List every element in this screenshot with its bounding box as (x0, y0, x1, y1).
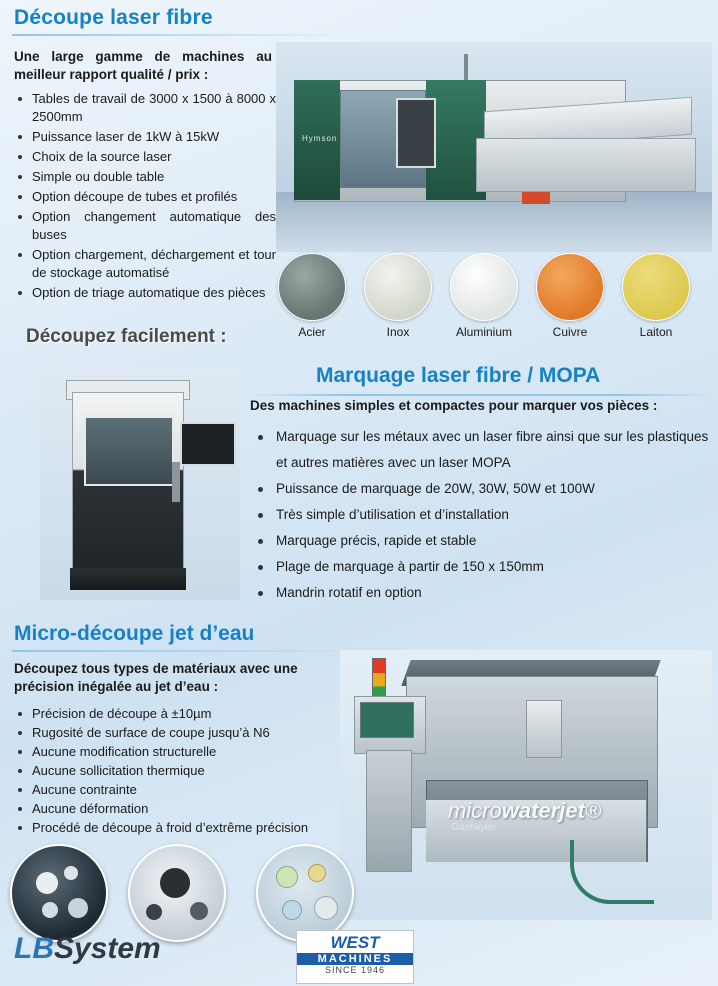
material-swatch (278, 253, 346, 321)
list-item: Option de triage automatique des pièces (14, 284, 276, 302)
list-item: Simple ou double table (14, 168, 276, 186)
logo-prefix: LB (14, 932, 54, 965)
section1-divider (12, 34, 352, 36)
list-item: Tables de travail de 3000 x 1500 à 8000 x 2500mm (14, 90, 276, 126)
sample-detail (308, 864, 326, 882)
list-item: Marquage précis, rapide et stable (250, 528, 712, 554)
photo-monitor (180, 422, 236, 466)
section2-bullet-list (250, 424, 712, 606)
photo-door-window (84, 416, 174, 486)
list-item: Plage de marquage à partir de 150 x 150mm (250, 554, 712, 580)
photo-control-panel (396, 98, 436, 168)
photo-table-rail (476, 138, 696, 192)
material-swatch (364, 253, 432, 321)
list-item: Procédé de découpe à froid d’extrême précision (14, 818, 364, 837)
photo-control-screen (360, 702, 414, 738)
material-swatch (536, 253, 604, 321)
west-logo-line2: MACHINES (297, 953, 413, 965)
waterjet-brand-label (448, 798, 601, 824)
sample-detail (276, 866, 298, 888)
sample-disc-dark (10, 844, 108, 942)
photo-control-column (366, 750, 412, 872)
photo-hose (570, 840, 654, 904)
list-item: Aucune modification structurelle (14, 742, 364, 761)
material-label: Laiton (639, 325, 673, 339)
materials-row (272, 253, 712, 349)
photo-monitor-arm (172, 462, 180, 502)
list-item: Aucune sollicitation thermique (14, 761, 364, 780)
sample-detail (190, 902, 208, 920)
list-item: Choix de la source laser (14, 148, 276, 166)
list-item: Rugosité de surface de coupe jusqu’à N6 (14, 723, 364, 742)
west-logo-line3: SINCE 1946 (324, 965, 386, 975)
material-acier (276, 253, 348, 339)
brand-suffix: waterjet (501, 798, 585, 823)
west-logo-line1: WEST (330, 933, 380, 952)
west-machines-logo (296, 930, 414, 984)
list-item: Puissance de marquage de 20W, 30W, 50W et 100W (250, 476, 712, 502)
company-logo (14, 932, 161, 966)
list-item: Option découpe de tubes et profilés (14, 188, 276, 206)
list-item: Puissance laser de 1kW à 15kW (14, 128, 276, 146)
material-label: Cuivre (552, 325, 588, 339)
section1-bullet-list (14, 90, 276, 304)
sample-parts-row (10, 844, 350, 940)
material-label: Acier (298, 325, 326, 339)
material-aluminium (448, 253, 520, 339)
sample-detail (42, 902, 58, 918)
list-item: Aucune déformation (14, 799, 364, 818)
photo-base (70, 568, 186, 590)
section3-title: Micro-découpe jet d’eau (14, 622, 255, 645)
section1-title: Découpe laser fibre (14, 6, 213, 29)
section2-divider (250, 394, 712, 396)
waterjet-machine-photo (340, 650, 712, 920)
section2-title: Marquage laser fibre / MOPA (316, 364, 601, 387)
material-label: Aluminium (455, 325, 512, 339)
logo-text: System (54, 932, 161, 965)
list-item: Option changement automatique des buses (14, 208, 276, 244)
material-swatch (622, 253, 690, 321)
section3-intro: Découpez tous types de matériaux avec une précision inégalée au jet d’eau : (14, 661, 298, 694)
brand-prefix: micro (448, 798, 502, 823)
sample-detail (68, 898, 88, 918)
sample-detail (160, 868, 190, 898)
sample-disc-light (128, 844, 226, 942)
material-laiton (620, 253, 692, 339)
sample-detail (146, 904, 162, 920)
photo-cutting-head (526, 700, 562, 758)
section3-bullet-list (14, 704, 364, 837)
section3-divider (12, 650, 372, 652)
material-label: Inox (386, 325, 410, 339)
list-item: Très simple d’utilisation et d’installation (250, 502, 712, 528)
section2-intro: Des machines simples et compactes pour marquer vos pièces : (250, 398, 658, 413)
material-inox (362, 253, 434, 339)
brand-mark: ® (584, 798, 602, 823)
section1-intro: Une large gamme de machines au meilleur rapport qualité / prix : (14, 49, 272, 82)
list-item: Aucune contrainte (14, 780, 364, 799)
section2-subtitle: Découpez facilement : (26, 326, 227, 347)
laser-marking-machine-photo (40, 368, 240, 600)
list-item: Option chargement, déchargement et tour de stockage automatisé (14, 246, 276, 282)
material-swatch (450, 253, 518, 321)
sample-detail (282, 900, 302, 920)
list-item: Mandrin rotatif en option (250, 580, 712, 606)
sample-detail (36, 872, 58, 894)
sample-detail (64, 866, 78, 880)
sample-disc-parts (256, 844, 354, 942)
list-item: Marquage sur les métaux avec un laser fibre ainsi que sur les plastiques et autres matières avec un laser MOPA (250, 424, 712, 476)
sample-detail (314, 896, 338, 920)
fiber-laser-machine-photo (276, 42, 712, 252)
list-item: Précision de découpe à ±10µm (14, 704, 364, 723)
waterjet-maker-label: Daetwyler (452, 822, 497, 833)
material-cuivre (534, 253, 606, 339)
machine-logo-label: Hymson (302, 134, 338, 143)
